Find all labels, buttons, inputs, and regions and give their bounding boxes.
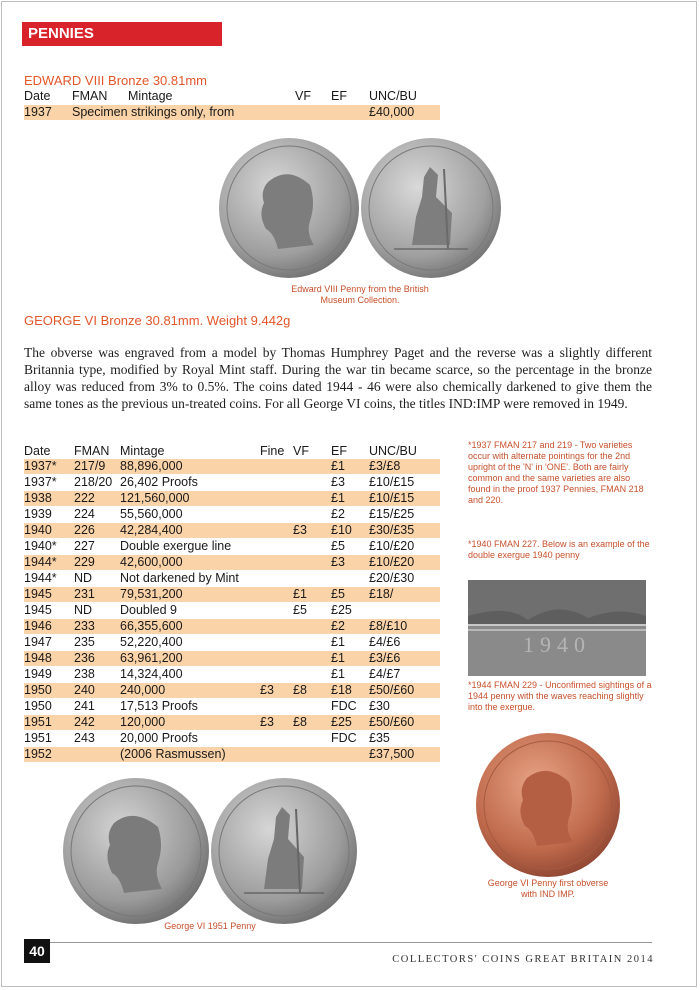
cell-unc: £4/£6: [369, 635, 401, 649]
table-row: [24, 491, 440, 506]
cell-mintage: 42,284,400: [120, 523, 183, 537]
cell-mintage: 88,896,000: [120, 459, 183, 473]
george-obverse-caption-line-2: with IND IMP.: [521, 889, 575, 899]
cell-unc: £50/£60: [369, 683, 415, 697]
cell-date: 1948: [24, 651, 52, 665]
edward-caption: [270, 284, 450, 306]
george-col-mintage: Mintage: [120, 444, 165, 458]
cell-mintage: 63,961,200: [120, 651, 183, 665]
cell-ef: £10: [331, 523, 352, 537]
cell-unc: £20/£30: [369, 571, 415, 585]
cell-mintage: Double exergue line: [120, 539, 232, 553]
coin-date-1940: 1940: [523, 632, 591, 657]
george-1951-reverse-coin: [210, 777, 358, 925]
cell-ef: £5: [331, 587, 345, 601]
cell-date: 1938: [24, 491, 52, 505]
cell-vf: £3: [293, 523, 307, 537]
cell-date: 1944*: [24, 571, 57, 585]
cell-unc: £18/: [369, 587, 394, 601]
cell-ef: £1: [331, 491, 345, 505]
edward-obverse-coin: [218, 137, 360, 279]
cell-fman: 224: [74, 507, 95, 521]
cell-date: 1951: [24, 731, 52, 745]
cell-vf: £8: [293, 715, 307, 729]
edward-row: [24, 105, 440, 120]
cell-unc: £10/£20: [369, 555, 415, 569]
cell-mintage: (2006 Rasmussen): [120, 747, 226, 761]
cell-fman: 235: [74, 635, 95, 649]
cell-vf: £5: [293, 603, 307, 617]
edward-row-date: 1937: [24, 105, 52, 119]
table-row: [24, 587, 440, 602]
table-row: [24, 747, 440, 762]
edward-col-date: Date: [24, 89, 51, 103]
table-row: [24, 555, 440, 570]
cell-date: 1947: [24, 635, 52, 649]
cell-ef: £1: [331, 459, 345, 473]
cell-unc: £4/£7: [369, 667, 401, 681]
cell-mintage: 26,402 Proofs: [120, 475, 198, 489]
cell-date: 1945: [24, 587, 52, 601]
cell-fman: 240: [74, 683, 95, 697]
cell-ef: £1: [331, 667, 345, 681]
cell-ef: £25: [331, 715, 352, 729]
cell-mintage: Not darkened by Mint: [120, 571, 239, 585]
page-number: 40: [24, 939, 50, 963]
cell-date: 1937*: [24, 459, 57, 473]
table-row: [24, 475, 440, 490]
table-row: [24, 507, 440, 522]
edward-reverse-coin: [360, 137, 502, 279]
cell-unc: £30: [369, 699, 390, 713]
table-row: [24, 731, 440, 746]
cell-fman: ND: [74, 571, 93, 585]
cell-fman: 229: [74, 555, 95, 569]
george-obverse-caption: [468, 878, 628, 900]
george-col-date: Date: [24, 444, 51, 458]
cell-mintage: 17,513 Proofs: [120, 699, 198, 713]
table-row: [24, 667, 440, 682]
george-1951-obverse-coin: [62, 777, 210, 925]
cell-mintage: 14,324,400: [120, 667, 183, 681]
cell-fman: 227: [74, 539, 95, 553]
edward-heading: EDWARD VIII Bronze 30.81mm: [24, 73, 208, 88]
cell-date: 1952: [24, 747, 52, 761]
cell-fine: £3: [260, 715, 274, 729]
table-row: [24, 715, 440, 730]
cell-mintage: 42,600,000: [120, 555, 183, 569]
cell-fman: 242: [74, 715, 95, 729]
double-exergue-closeup: [468, 580, 646, 676]
cell-fman: 217/9: [74, 459, 106, 473]
cell-date: 1944*: [24, 555, 57, 569]
cell-fman: 226: [74, 523, 95, 537]
cell-date: 1937*: [24, 475, 57, 489]
cell-ef: £2: [331, 619, 345, 633]
table-row: [24, 523, 440, 538]
cell-unc: £35: [369, 731, 390, 745]
table-row: [24, 571, 440, 586]
edward-row-mintage: Specimen strikings only, from: [72, 105, 235, 119]
cell-date: 1945: [24, 603, 52, 617]
george-first-obverse-coin: [475, 732, 621, 878]
george-heading: GEORGE VI Bronze 30.81mm. Weight 9.442g: [24, 313, 291, 328]
cell-ef: £25: [331, 603, 352, 617]
cell-fman: ND: [74, 603, 93, 617]
cell-fman: 233: [74, 619, 95, 633]
table-row: [24, 539, 440, 554]
cell-mintage: 55,560,000: [120, 507, 183, 521]
edward-col-vf: VF: [295, 89, 311, 103]
cell-fman: 243: [74, 731, 95, 745]
cell-unc: £8/£10: [369, 619, 408, 633]
george-col-unc: UNC/BU: [369, 444, 417, 458]
publication-title: COLLECTORS' COINS GREAT BRITAIN 2014: [392, 954, 654, 965]
cell-date: 1949: [24, 667, 52, 681]
cell-fine: £3: [260, 683, 274, 697]
cell-unc: £37,500: [369, 747, 415, 761]
cell-unc: £10/£15: [369, 475, 415, 489]
cell-ef: £3: [331, 555, 345, 569]
cell-fman: 231: [74, 587, 95, 601]
cell-unc: £10/£20: [369, 539, 415, 553]
cell-ef: FDC: [331, 731, 357, 745]
george-paragraph: The obverse was engraved from a model by Thomas Humphrey Paget and the reverse was a slightly different Britannia type, modified by Royal Mint staff. During the war tin became scarce, so the percentage in the bronze alloy was reduced from 3% to 0.5%. The coins dated 1944 - 46 were also chemically darkened to give them the same tones as the previous un-treated coins. For all George VI coins, the titles IND:IMP were removed in 1949.: [24, 345, 652, 411]
edward-col-ef: EF: [331, 89, 347, 103]
cell-date: 1946: [24, 619, 52, 633]
cell-ef: FDC: [331, 699, 357, 713]
cell-fman: 241: [74, 699, 95, 713]
cell-date: 1950: [24, 699, 52, 713]
cell-date: 1939: [24, 507, 52, 521]
cell-fman: 238: [74, 667, 95, 681]
cell-mintage: 121,560,000: [120, 491, 190, 505]
george-col-ef: EF: [331, 444, 347, 458]
table-row: [24, 459, 440, 474]
cell-fman: 236: [74, 651, 95, 665]
edward-col-unc: UNC/BU: [369, 89, 417, 103]
cell-date: 1950: [24, 683, 52, 697]
cell-ef: £3: [331, 475, 345, 489]
cell-ef: £1: [331, 635, 345, 649]
section-title-bar: [22, 22, 222, 46]
table-row: [24, 603, 440, 618]
cell-ef: £1: [331, 651, 345, 665]
cell-mintage: 79,531,200: [120, 587, 183, 601]
george-col-vf: VF: [293, 444, 309, 458]
george-col-fine: Fine: [260, 444, 285, 458]
cell-fman: 222: [74, 491, 95, 505]
table-row: [24, 683, 440, 698]
cell-mintage: 120,000: [120, 715, 166, 729]
table-row: [24, 651, 440, 666]
cell-vf: £1: [293, 587, 307, 601]
cell-unc: £30/£35: [369, 523, 415, 537]
cell-date: 1951: [24, 715, 52, 729]
cell-mintage: 20,000 Proofs: [120, 731, 198, 745]
cell-unc: £10/£15: [369, 491, 415, 505]
cell-mintage: Doubled 9: [120, 603, 177, 617]
cell-ef: £5: [331, 539, 345, 553]
edward-caption-line-2: Museum Collection.: [320, 295, 400, 305]
edward-col-mintage: Mintage: [128, 89, 173, 103]
george-obverse-caption-line-1: George VI Penny first obverse: [487, 878, 609, 888]
cell-vf: £8: [293, 683, 307, 697]
edward-col-fman: FMAN: [72, 89, 108, 103]
george-1951-caption: George VI 1951 Penny: [164, 921, 256, 931]
cell-unc: £3/£8: [369, 459, 401, 473]
cell-ef: £2: [331, 507, 345, 521]
edward-row-unc: £40,000: [369, 105, 415, 119]
cell-mintage: 66,355,600: [120, 619, 183, 633]
footer-rule: [24, 942, 652, 943]
cell-unc: £50/£60: [369, 715, 415, 729]
cell-date: 1940: [24, 523, 52, 537]
note-1937: *1937 FMAN 217 and 219 - Two varieties occur with alternate pointings for the 2nd upright of the 'N' in 'ONE'. Both are fairly common and the same varieties are also found in the proof 1937 Pennies, FMAN 218 and 220.: [468, 440, 644, 505]
cell-mintage: 240,000: [120, 683, 166, 697]
table-row: [24, 619, 440, 634]
george-col-fman: FMAN: [74, 444, 110, 458]
note-1940: *1940 FMAN 227. Below is an example of the double exergue 1940 penny: [468, 539, 650, 560]
table-row: [24, 699, 440, 714]
cell-ef: £18: [331, 683, 352, 697]
section-title: PENNIES: [28, 25, 94, 42]
cell-mintage: 52,220,400: [120, 635, 183, 649]
cell-fman: 218/20: [74, 475, 113, 489]
cell-unc: £15/£25: [369, 507, 415, 521]
table-row: [24, 635, 440, 650]
edward-caption-line-1: Edward VIII Penny from the British: [291, 284, 429, 294]
note-1944: *1944 FMAN 229 - Unconfirmed sightings of a 1944 penny with the waves reaching slightly into the exergue.: [468, 680, 652, 712]
cell-unc: £3/£6: [369, 651, 401, 665]
cell-date: 1940*: [24, 539, 57, 553]
